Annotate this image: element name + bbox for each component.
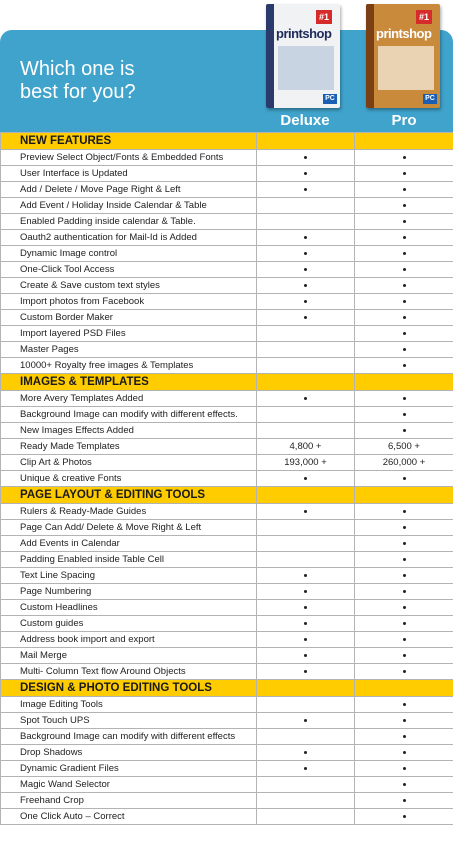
feature-name: User Interface is Updated [1, 166, 257, 182]
pro-cell [355, 407, 453, 423]
feature-row [1, 584, 453, 600]
feature-name: 10000+ Royalty free images & Templates [1, 358, 257, 374]
included-dot-icon [403, 413, 406, 416]
included-dot-icon [403, 156, 406, 159]
deluxe-cell [257, 809, 355, 825]
feature-name: Magic Wand Selector [1, 777, 257, 793]
deluxe-cell [257, 391, 355, 407]
pro-cell [355, 616, 453, 632]
feature-name: Custom Headlines [1, 600, 257, 616]
pro-cell [355, 342, 453, 358]
included-dot-icon [304, 252, 307, 255]
feature-row [1, 568, 453, 584]
pro-cell [355, 166, 453, 182]
feature-row [1, 182, 453, 198]
feature-name: Unique & creative Fonts [1, 471, 257, 487]
pro-cell [355, 294, 453, 310]
title-line-1: Which one is [20, 58, 135, 80]
included-dot-icon [403, 815, 406, 818]
feature-name: Dynamic Image control [1, 246, 257, 262]
included-dot-icon [403, 606, 406, 609]
feature-row [1, 632, 453, 648]
platform-badge: PC [323, 94, 337, 104]
section-header-row [1, 133, 453, 150]
feature-row [1, 150, 453, 166]
section-cell [355, 680, 453, 697]
product-artwork [378, 46, 434, 90]
feature-name: Page Can Add/ Delete & Move Right & Left [1, 520, 257, 536]
feature-row [1, 809, 453, 825]
included-dot-icon [304, 284, 307, 287]
included-dot-icon [304, 156, 307, 159]
feature-row [1, 455, 453, 471]
feature-name: Add Events in Calendar [1, 536, 257, 552]
included-dot-icon [403, 364, 406, 367]
included-dot-icon [304, 477, 307, 480]
feature-name: Import photos from Facebook [1, 294, 257, 310]
feature-name: Background Image can modify with different effects [1, 729, 257, 745]
deluxe-cell [257, 793, 355, 809]
deluxe-cell [257, 632, 355, 648]
platform-badge: PC [423, 94, 437, 104]
feature-name: Oauth2 authentication for Mail-Id is Added [1, 230, 257, 246]
pro-value: 6,500 + [388, 441, 420, 452]
deluxe-cell [257, 713, 355, 729]
included-dot-icon [304, 767, 307, 770]
feature-name: Text Line Spacing [1, 568, 257, 584]
feature-name: Custom guides [1, 616, 257, 632]
section-title: IMAGES & TEMPLATES [1, 374, 257, 391]
included-dot-icon [403, 188, 406, 191]
column-header-pro: Pro [391, 112, 417, 129]
deluxe-value: 4,800 + [289, 441, 322, 452]
pro-cell [355, 713, 453, 729]
included-dot-icon [403, 204, 406, 207]
pro-cell [355, 230, 453, 246]
included-dot-icon [304, 574, 307, 577]
deluxe-cell [257, 761, 355, 777]
included-dot-icon [304, 638, 307, 641]
deluxe-cell [257, 182, 355, 198]
included-dot-icon [403, 751, 406, 754]
feature-name: Image Editing Tools [1, 697, 257, 713]
feature-row [1, 214, 453, 230]
feature-row [1, 745, 453, 761]
section-header-row [1, 487, 453, 504]
feature-row [1, 777, 453, 793]
included-dot-icon [304, 172, 307, 175]
feature-name: One-Click Tool Access [1, 262, 257, 278]
feature-row [1, 471, 453, 487]
feature-row [1, 713, 453, 729]
deluxe-cell [257, 198, 355, 214]
included-dot-icon [403, 477, 406, 480]
feature-name: Spot Touch UPS [1, 713, 257, 729]
feature-row [1, 391, 453, 407]
feature-row [1, 616, 453, 632]
included-dot-icon [304, 751, 307, 754]
section-header-row [1, 680, 453, 697]
deluxe-cell [257, 423, 355, 439]
feature-row [1, 326, 453, 342]
feature-row [1, 407, 453, 423]
pro-cell [355, 262, 453, 278]
feature-name: New Images Effects Added [1, 423, 257, 439]
feature-row [1, 504, 453, 520]
deluxe-cell [257, 777, 355, 793]
pro-cell [355, 471, 453, 487]
feature-name: Master Pages [1, 342, 257, 358]
feature-name: Add Event / Holiday Inside Calendar & Table [1, 198, 257, 214]
included-dot-icon [304, 300, 307, 303]
pro-cell [355, 326, 453, 342]
column-header-deluxe: Deluxe [280, 112, 330, 129]
included-dot-icon [403, 172, 406, 175]
feature-row [1, 536, 453, 552]
pro-cell [355, 520, 453, 536]
included-dot-icon [403, 526, 406, 529]
feature-row [1, 520, 453, 536]
section-cell [257, 680, 355, 697]
deluxe-cell [257, 150, 355, 166]
feature-name: Mail Merge [1, 648, 257, 664]
deluxe-cell [257, 294, 355, 310]
pro-cell [355, 358, 453, 374]
included-dot-icon [403, 638, 406, 641]
included-dot-icon [304, 510, 307, 513]
included-dot-icon [304, 590, 307, 593]
deluxe-cell [257, 471, 355, 487]
pro-cell [355, 214, 453, 230]
deluxe-cell [257, 455, 355, 471]
product-artwork [278, 46, 334, 90]
comparison-table [0, 132, 453, 825]
deluxe-cell [257, 729, 355, 745]
feature-name: Padding Enabled inside Table Cell [1, 552, 257, 568]
pro-cell [355, 632, 453, 648]
pro-cell [355, 584, 453, 600]
pro-cell [355, 423, 453, 439]
included-dot-icon [304, 719, 307, 722]
feature-row [1, 648, 453, 664]
section-title: NEW FEATURES [1, 133, 257, 150]
deluxe-cell [257, 648, 355, 664]
pro-cell [355, 697, 453, 713]
deluxe-cell [257, 230, 355, 246]
deluxe-cell [257, 214, 355, 230]
section-cell [257, 374, 355, 391]
deluxe-cell [257, 600, 355, 616]
pro-cell [355, 777, 453, 793]
feature-row [1, 294, 453, 310]
deluxe-product-box [266, 4, 340, 108]
feature-row [1, 423, 453, 439]
feature-name: Drop Shadows [1, 745, 257, 761]
feature-row [1, 664, 453, 680]
included-dot-icon [304, 268, 307, 271]
pro-cell [355, 246, 453, 262]
feature-name: Page Numbering [1, 584, 257, 600]
pro-cell [355, 552, 453, 568]
included-dot-icon [403, 735, 406, 738]
feature-row [1, 697, 453, 713]
pro-cell [355, 278, 453, 294]
feature-name: Custom Border Maker [1, 310, 257, 326]
included-dot-icon [304, 670, 307, 673]
included-dot-icon [403, 654, 406, 657]
feature-name: Import layered PSD Files [1, 326, 257, 342]
included-dot-icon [403, 397, 406, 400]
included-dot-icon [304, 316, 307, 319]
feature-row [1, 761, 453, 777]
feature-row [1, 310, 453, 326]
section-cell [355, 374, 453, 391]
deluxe-cell [257, 278, 355, 294]
included-dot-icon [403, 332, 406, 335]
feature-row [1, 262, 453, 278]
pro-cell [355, 729, 453, 745]
pro-cell [355, 600, 453, 616]
pro-product-box [366, 4, 440, 108]
included-dot-icon [403, 719, 406, 722]
page-title [20, 58, 220, 104]
deluxe-cell [257, 439, 355, 455]
pro-value: 260,000 + [382, 457, 426, 468]
included-dot-icon [304, 606, 307, 609]
feature-name: One Click Auto – Correct [1, 809, 257, 825]
deluxe-cell [257, 616, 355, 632]
included-dot-icon [403, 316, 406, 319]
deluxe-cell [257, 552, 355, 568]
feature-name: Ready Made Templates [1, 439, 257, 455]
deluxe-cell [257, 326, 355, 342]
section-cell [257, 133, 355, 150]
feature-row [1, 166, 453, 182]
feature-name: Dynamic Gradient Files [1, 761, 257, 777]
product-brand: printshop [376, 26, 432, 41]
feature-row [1, 439, 453, 455]
deluxe-value: 193,000 + [284, 457, 327, 468]
feature-row [1, 552, 453, 568]
feature-name: More Avery Templates Added [1, 391, 257, 407]
feature-row [1, 793, 453, 809]
feature-row [1, 230, 453, 246]
pro-cell [355, 310, 453, 326]
included-dot-icon [403, 429, 406, 432]
included-dot-icon [403, 510, 406, 513]
pro-cell [355, 150, 453, 166]
deluxe-cell [257, 342, 355, 358]
pro-cell [355, 504, 453, 520]
feature-row [1, 358, 453, 374]
included-dot-icon [403, 542, 406, 545]
pro-cell [355, 182, 453, 198]
product-brand: printshop [276, 26, 332, 41]
rank-badge: #1 [416, 10, 432, 24]
included-dot-icon [403, 236, 406, 239]
included-dot-icon [304, 188, 307, 191]
section-cell [355, 487, 453, 504]
pro-cell [355, 648, 453, 664]
included-dot-icon [304, 236, 307, 239]
feature-row [1, 198, 453, 214]
deluxe-cell [257, 358, 355, 374]
included-dot-icon [304, 622, 307, 625]
feature-name: Background Image can modify with different effects. [1, 407, 257, 423]
feature-name: Rulers & Ready-Made Guides [1, 504, 257, 520]
included-dot-icon [403, 703, 406, 706]
pro-cell [355, 391, 453, 407]
included-dot-icon [403, 783, 406, 786]
included-dot-icon [403, 284, 406, 287]
pro-cell [355, 455, 453, 471]
feature-name: Multi- Column Text flow Around Objects [1, 664, 257, 680]
deluxe-cell [257, 697, 355, 713]
included-dot-icon [403, 300, 406, 303]
feature-row [1, 246, 453, 262]
deluxe-cell [257, 664, 355, 680]
pro-cell [355, 568, 453, 584]
feature-name: Create & Save custom text styles [1, 278, 257, 294]
pro-cell [355, 536, 453, 552]
feature-row [1, 600, 453, 616]
pro-cell [355, 439, 453, 455]
feature-row [1, 342, 453, 358]
deluxe-cell [257, 745, 355, 761]
section-cell [355, 133, 453, 150]
section-header-row [1, 374, 453, 391]
deluxe-cell [257, 584, 355, 600]
included-dot-icon [403, 220, 406, 223]
pro-cell [355, 198, 453, 214]
feature-name: Address book import and export [1, 632, 257, 648]
included-dot-icon [403, 767, 406, 770]
title-line-2: best for you? [20, 81, 136, 103]
deluxe-cell [257, 568, 355, 584]
included-dot-icon [403, 252, 406, 255]
included-dot-icon [403, 268, 406, 271]
pro-cell [355, 809, 453, 825]
deluxe-cell [257, 246, 355, 262]
deluxe-cell [257, 520, 355, 536]
deluxe-cell [257, 504, 355, 520]
included-dot-icon [403, 348, 406, 351]
section-cell [257, 487, 355, 504]
included-dot-icon [403, 574, 406, 577]
included-dot-icon [403, 670, 406, 673]
feature-name: Freehand Crop [1, 793, 257, 809]
section-title: DESIGN & PHOTO EDITING TOOLS [1, 680, 257, 697]
feature-name: Enabled Padding inside calendar & Table. [1, 214, 257, 230]
box-spine [366, 4, 374, 108]
rank-badge: #1 [316, 10, 332, 24]
feature-name: Add / Delete / Move Page Right & Left [1, 182, 257, 198]
included-dot-icon [403, 590, 406, 593]
section-title: PAGE LAYOUT & EDITING TOOLS [1, 487, 257, 504]
included-dot-icon [403, 558, 406, 561]
deluxe-cell [257, 536, 355, 552]
deluxe-cell [257, 166, 355, 182]
included-dot-icon [304, 654, 307, 657]
included-dot-icon [403, 799, 406, 802]
pro-cell [355, 745, 453, 761]
pro-cell [355, 761, 453, 777]
included-dot-icon [304, 397, 307, 400]
feature-row [1, 278, 453, 294]
feature-name: Preview Select Object/Fonts & Embedded Fonts [1, 150, 257, 166]
included-dot-icon [403, 622, 406, 625]
box-spine [266, 4, 274, 108]
deluxe-cell [257, 310, 355, 326]
pro-cell [355, 664, 453, 680]
feature-row [1, 729, 453, 745]
pro-cell [355, 793, 453, 809]
deluxe-cell [257, 262, 355, 278]
deluxe-cell [257, 407, 355, 423]
feature-name: Clip Art & Photos [1, 455, 257, 471]
